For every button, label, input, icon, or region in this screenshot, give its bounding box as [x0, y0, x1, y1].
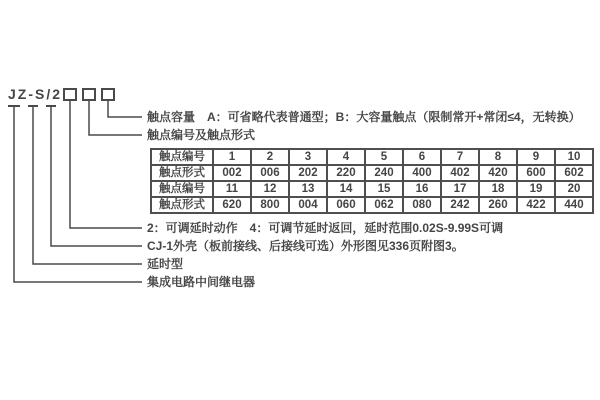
table-cell: 15	[365, 181, 403, 197]
placeholder-box-3	[101, 88, 115, 101]
table-cell: 18	[479, 181, 517, 197]
table-cell: 240	[365, 165, 403, 181]
table-cell: 17	[441, 181, 479, 197]
annotation-relay-family: 集成电路中间继电器	[147, 275, 256, 289]
annotation-contact-capacity: 触点容量 A：可省略代表普通型；B：大容量触点（限制常开+常闭≤4，无转换）	[147, 110, 581, 124]
table-cell: 16	[403, 181, 441, 197]
table-cell: 600	[517, 165, 555, 181]
annotation-delay-type: 延时型	[147, 257, 184, 271]
table-cell: 062	[365, 197, 403, 213]
table-cell: 20	[555, 181, 593, 197]
table-cell: 10	[555, 149, 593, 165]
table-cell: 440	[555, 197, 593, 213]
annotation-case-type: CJ-1外壳（板前接线、后接线可选）外形图见336页附图3。	[147, 239, 464, 253]
row-label: 触点编号	[151, 181, 213, 197]
table-cell: 002	[213, 165, 251, 181]
table-cell: 220	[327, 165, 365, 181]
table-cell: 14	[327, 181, 365, 197]
row-label: 触点形式	[151, 197, 213, 213]
table-cell: 420	[479, 165, 517, 181]
table-cell: 004	[289, 197, 327, 213]
table-cell: 6	[403, 149, 441, 165]
table-row-contact-form-1	[151, 165, 593, 181]
table-cell: 080	[403, 197, 441, 213]
table-cell: 1	[213, 149, 251, 165]
placeholder-box-2	[82, 88, 96, 101]
table-cell: 400	[403, 165, 441, 181]
table-cell: 3	[289, 149, 327, 165]
table-cell: 202	[289, 165, 327, 181]
table-cell: 13	[289, 181, 327, 197]
table-cell: 260	[479, 197, 517, 213]
table-cell: 12	[251, 181, 289, 197]
model-code-prefix: JZ-S/2	[8, 86, 63, 102]
table-cell: 620	[213, 197, 251, 213]
table-cell: 2	[251, 149, 289, 165]
table-row-contact-form-2	[151, 197, 593, 213]
table-cell: 402	[441, 165, 479, 181]
row-label: 触点形式	[151, 165, 213, 181]
table-cell: 8	[479, 149, 517, 165]
table-cell: 242	[441, 197, 479, 213]
row-label: 触点编号	[151, 149, 213, 165]
placeholder-box-1	[63, 88, 77, 101]
table-cell: 5	[365, 149, 403, 165]
table-row-contact-number-1	[151, 149, 593, 165]
table-cell: 4	[327, 149, 365, 165]
table-cell: 422	[517, 197, 555, 213]
table-cell: 006	[251, 165, 289, 181]
table-row-contact-number-2	[151, 181, 593, 197]
table-cell: 7	[441, 149, 479, 165]
table-cell: 602	[555, 165, 593, 181]
table-cell: 060	[327, 197, 365, 213]
contact-table	[150, 148, 594, 214]
table-cell: 800	[251, 197, 289, 213]
table-cell: 9	[517, 149, 555, 165]
table-cell: 19	[517, 181, 555, 197]
table-cell: 11	[213, 181, 251, 197]
annotation-delay-mode: 2：可调延时动作 4：可调节延时返回，延时范围0.02S-9.99S可调	[147, 221, 504, 235]
annotation-contact-number-and-form: 触点编号及触点形式	[147, 128, 256, 142]
